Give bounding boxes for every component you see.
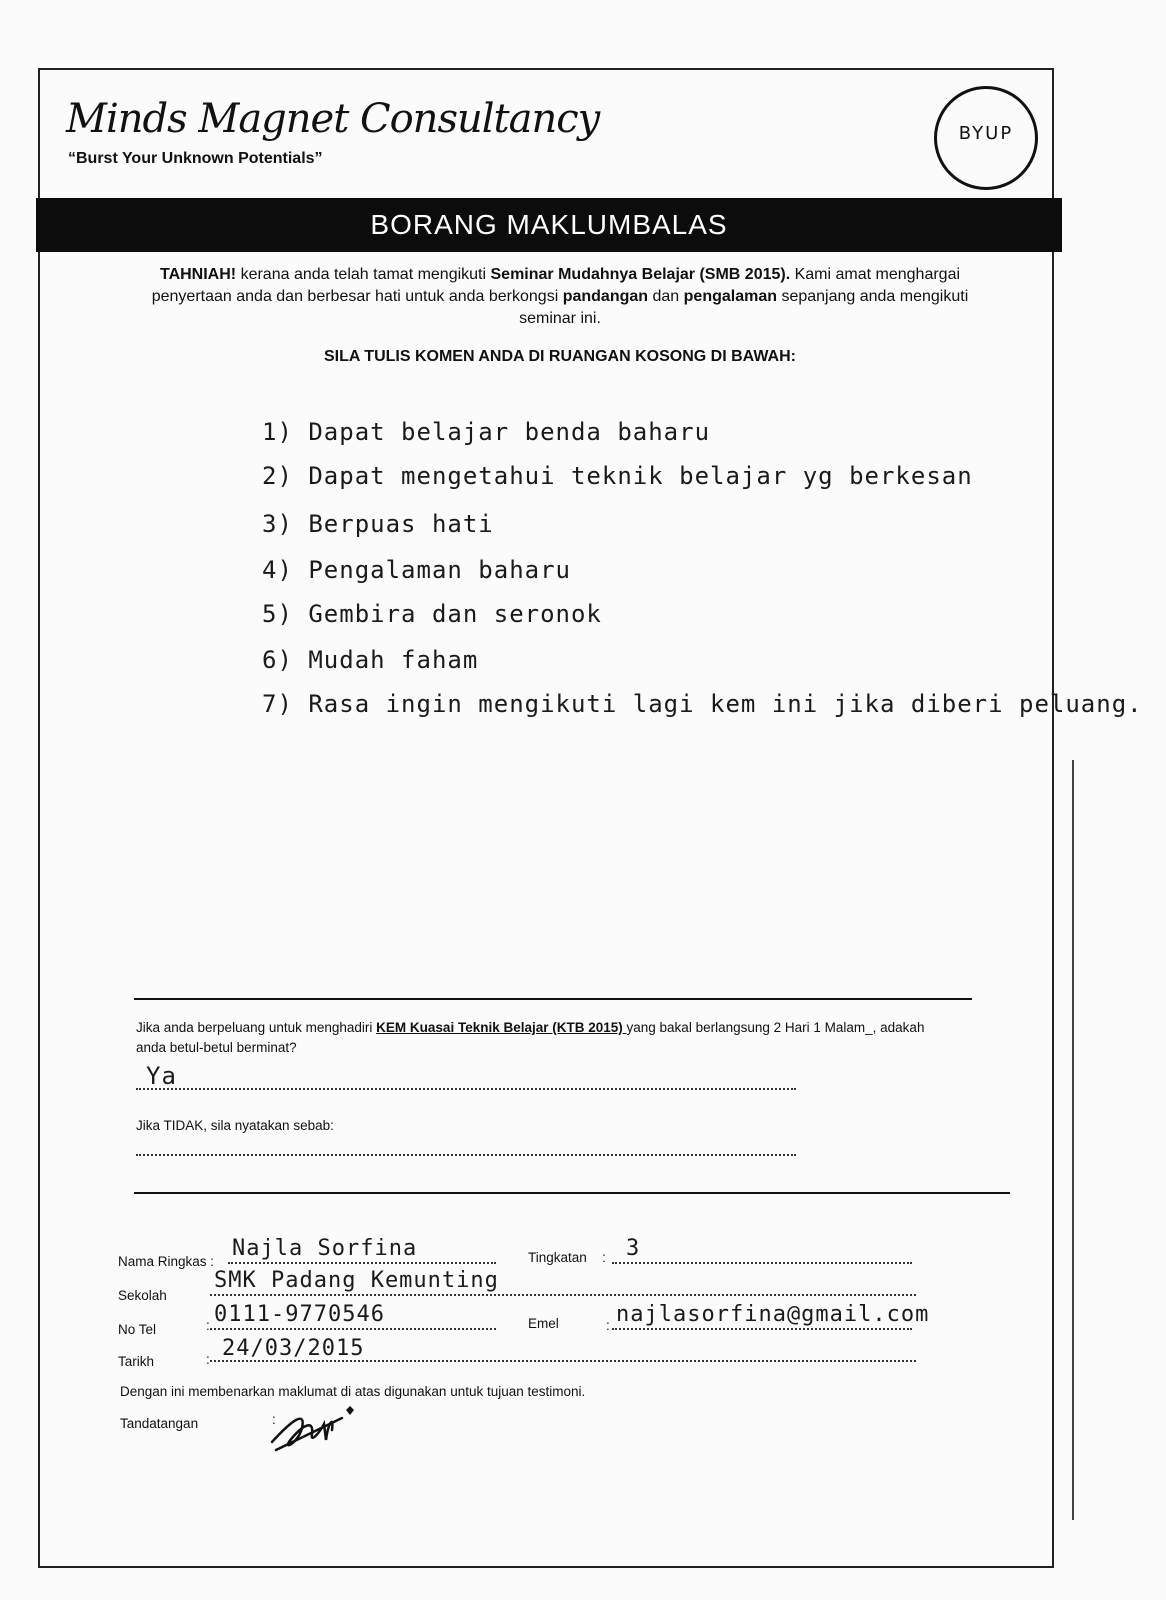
brand-tagline: “Burst Your Unknown Potentials” [68,150,323,167]
intro-congrats: TAHNIAH! [159,266,237,283]
comment-line: 6) Mudah faham [262,646,479,674]
section-divider-top [134,998,972,1000]
notel-label: No Tel [118,1322,157,1337]
tarikh-colon: : [206,1352,210,1367]
stamp-text: BYUP [958,123,1014,144]
comment-line: 1) Dapat belajar benda baharu [262,418,711,446]
intro-seminar-name: Seminar Mudahnya Belajar (SMB 2015). [490,266,791,283]
comment-line: 4) Pengalaman baharu [262,556,571,584]
tingkatan-colon: : [602,1250,606,1265]
emel-value: najlasorfina@gmail.com [616,1302,930,1327]
sekolah-line [210,1294,916,1296]
sekolah-value: SMK Padang Kemunting [214,1268,499,1293]
comment-line: 2) Dapat mengetahui teknik belajar yg berkesan [262,462,973,490]
nama-label: Nama Ringkas : [118,1254,215,1269]
tarikh-label: Tarikh [118,1354,155,1369]
signature-label: Tandatangan [120,1416,199,1431]
signature-mark [262,1380,372,1465]
emel-line [612,1328,912,1330]
if-no-label: Jika TIDAK, sila nyatakan sebab: [136,1118,334,1133]
nama-line [228,1262,496,1264]
comment-line: 7) Rasa ingin mengikuti lagi kem ini jika diberi peluang. [262,690,1143,718]
tingkatan-label: Tingkatan [528,1250,587,1265]
notel-line [210,1328,496,1330]
tarikh-line [210,1360,916,1362]
intro-paragraph [130,264,990,330]
intro-text-2: Kami amat menghargai penyertaan anda dan berbesar hati untuk anda berkongsi [151,266,961,305]
comment-line: 5) Gembira dan seronok [262,600,602,628]
emel-label: Emel [528,1316,559,1331]
intro-text-4: sepanjang anda mengikuti seminar ini. [519,288,969,327]
instruction-heading: SILA TULIS KOMEN ANDA DI RUANGAN KOSONG DI BAWAH: [324,348,796,365]
reason-line [136,1154,796,1156]
question-line-2: anda betul-betul berminat? [136,1040,297,1055]
question-line-1 [136,1020,924,1035]
answer-line [136,1088,796,1090]
tingkatan-value: 3 [626,1236,641,1261]
emel-colon: : [606,1318,610,1333]
question-text-b: yang bakal berlangsung 2 Hari 1 Malam_, adakah [626,1020,925,1035]
question-text-a: Jika anda berpeluang untuk menghadiri [136,1020,377,1035]
notel-colon: : [206,1318,210,1333]
comment-line: 3) Berpuas hati [262,510,494,538]
consent-text: Dengan ini membenarkan maklumat di atas digunakan untuk tujuan testimoni. [120,1384,586,1399]
brand-name: Minds Magnet Consultancy [66,96,600,142]
nama-value: Najla Sorfina [232,1236,418,1261]
intro-pandangan: pandangan [562,288,649,305]
tingkatan-line [612,1262,912,1264]
signature-colon: : [272,1412,276,1427]
form-title: BORANG MAKLUMBALAS [36,198,1062,252]
notel-value: 0111-9770546 [214,1302,385,1327]
intro-pengalaman: pengalaman [683,288,777,305]
intro-text-3: dan [648,288,684,305]
page-edge [1072,760,1074,1520]
sekolah-label: Sekolah [118,1288,167,1303]
kem-name: KEM Kuasai Teknik Belajar (KTB 2015) [376,1020,627,1035]
tarikh-value: 24/03/2015 [222,1336,365,1361]
section-divider-bottom [134,1192,1010,1194]
byup-logo-stamp [934,86,1038,190]
intro-text-1: kerana anda telah tamat mengikuti [236,266,491,283]
answer-value: Ya [146,1062,177,1090]
